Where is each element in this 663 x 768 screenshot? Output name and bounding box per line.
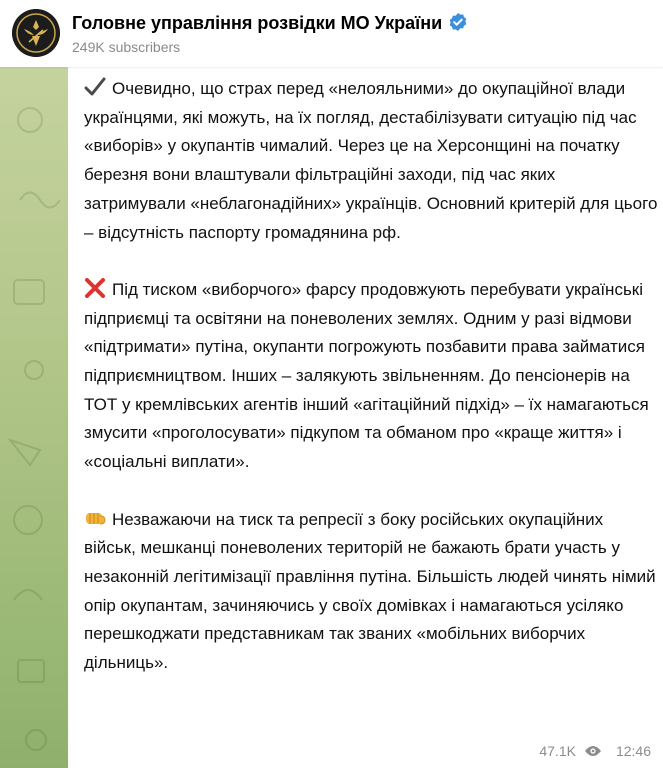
message-paragraph-2 [84, 276, 659, 477]
view-count: 47.1K [539, 743, 576, 759]
channel-title[interactable] [72, 12, 468, 34]
message-meta [539, 742, 651, 760]
message-text [84, 75, 659, 678]
subscriber-count: 249K subscribers [72, 39, 181, 55]
paragraph-1-text: Очевидно, що страх перед «нелояльними» до окупаційної влади українцями, які можуть, на їх погляд, дестабілізувати ситуацію під час «виборів» у окупантів чималий. Через це на Херсонщині на початку березня вони влаштували фільтраційні заходи, під час яких затримували «неблагонадійних» українців. Основний критерій для цього – відсутність паспорту громадянина рф. [84, 79, 658, 242]
message-time: 12:46 [615, 743, 651, 759]
channel-header[interactable] [0, 0, 663, 67]
verified-badge-icon [448, 12, 468, 32]
message-paragraph-3 [84, 506, 659, 678]
check-mark-icon [84, 77, 106, 97]
channel-title-text: Головне управління розвідки МО України [72, 13, 443, 33]
fist-icon [84, 508, 106, 528]
message-paragraph-1 [84, 75, 659, 247]
gur-emblem-icon [12, 9, 60, 57]
eye-icon [584, 745, 602, 757]
channel-avatar[interactable] [12, 9, 60, 57]
paragraph-3-text: Незважаючи на тиск та репресії з боку російських окупаційних військ, мешканці поневолених територій не бажають брати участь у незаконній легітимізації правління путіна. Більшість людей чинять німий опір окупантам, зачиняючись у своїх домівках і намагаються усіляко перешкоджати представникам так званих «мобільних виборчих дільниць». [84, 509, 656, 673]
message-bubble[interactable] [68, 67, 663, 768]
cross-mark-icon [84, 278, 106, 298]
paragraph-2-text: Під тиском «виборчого» фарсу продовжують перебувати українські підприємці та освітяни на поневолених землях. Одним у разі відмови «підтримати» путіна, окупанти погрожують позбавити права займатися підприємництвом. Інших – залякують звільненням. До пенсіонерів на ТОТ у кремлівських агентів інший «агітаційний підхід» – їх намагаються змусити «проголосувати» підкупом та обманом про «краще життя» і «соціальні виплати». [84, 279, 649, 472]
